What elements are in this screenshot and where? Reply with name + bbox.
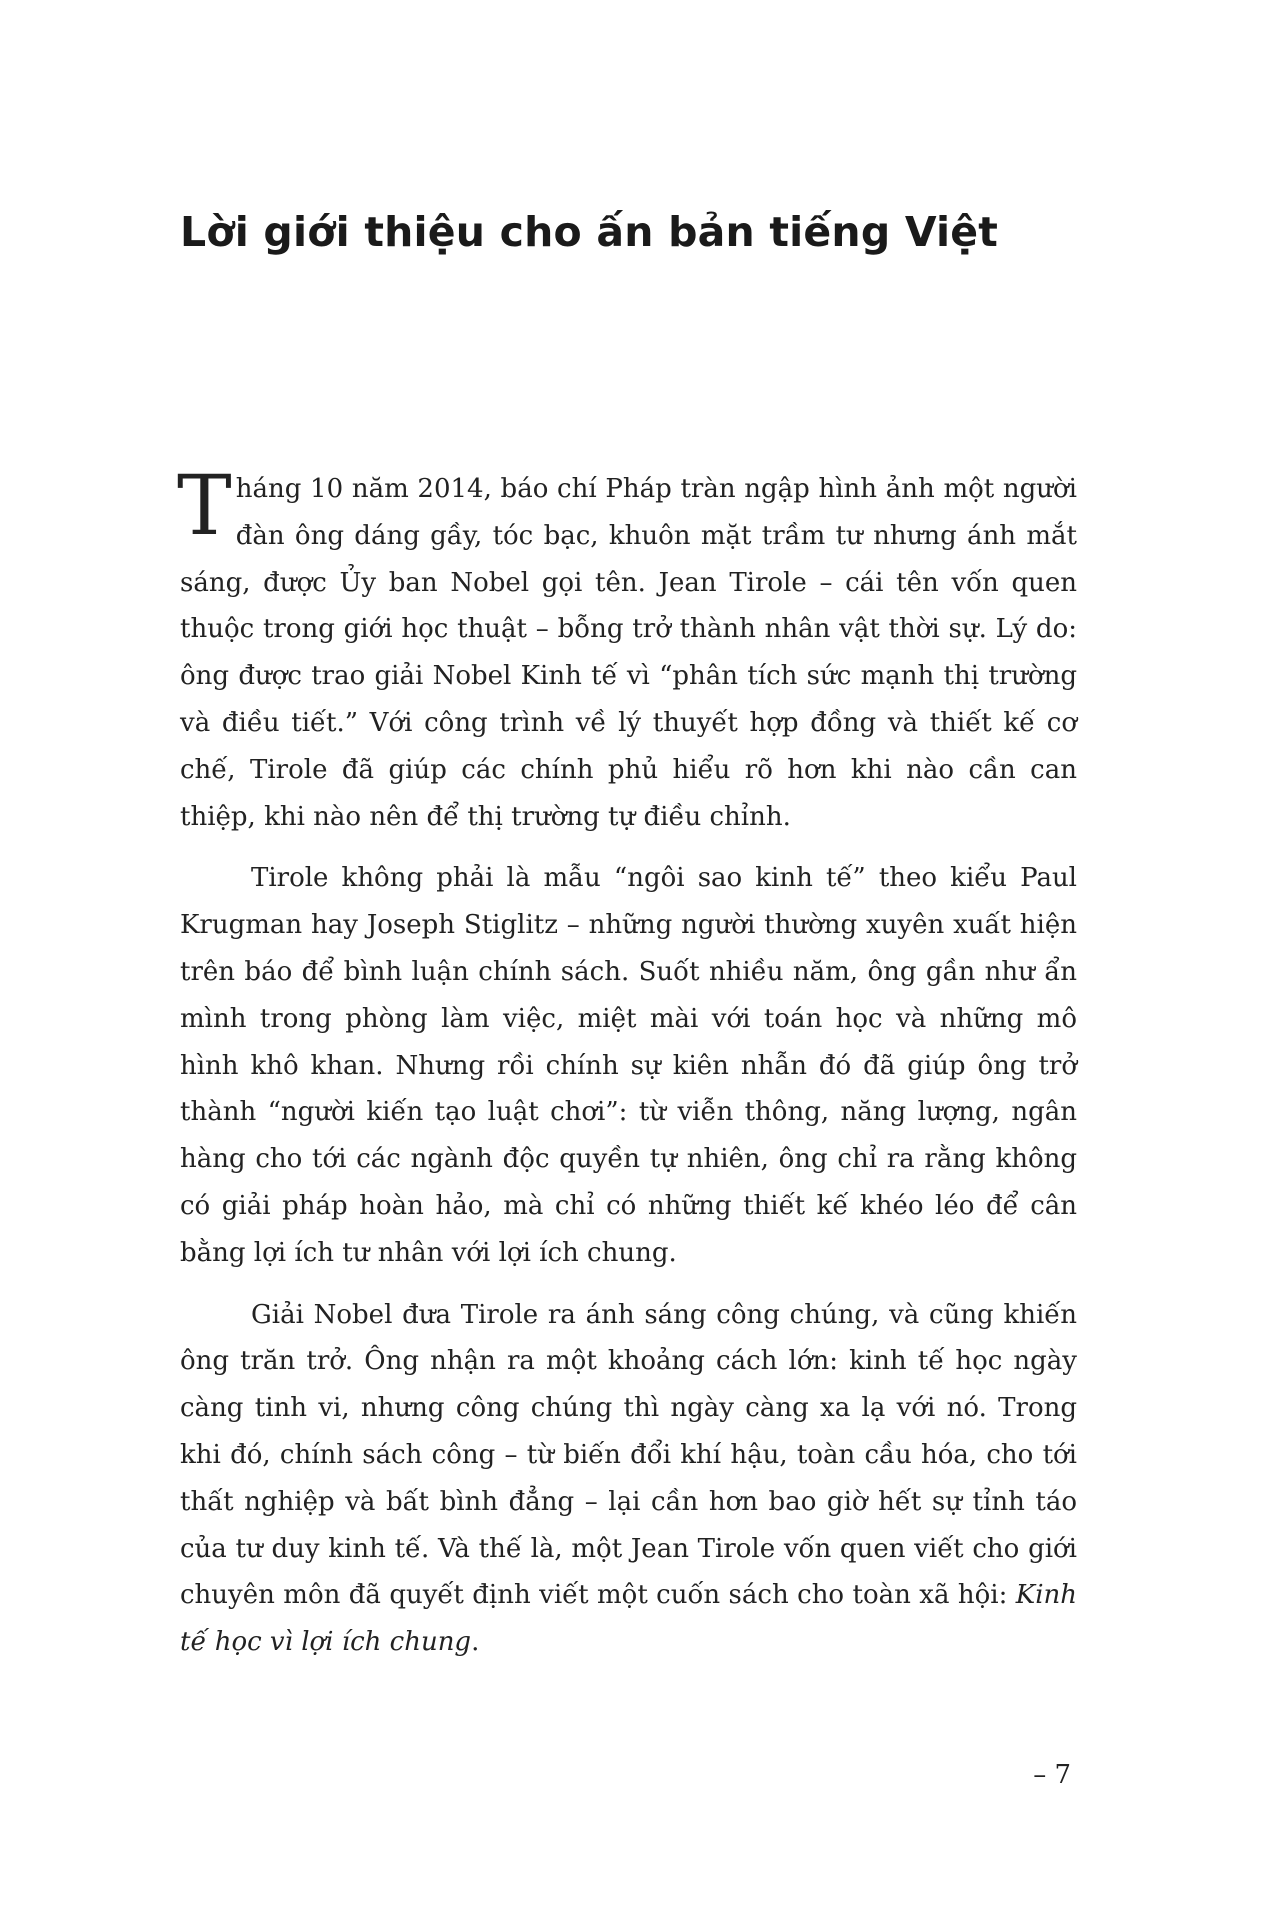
- paragraph-2: [180, 855, 1077, 1276]
- paragraph-1-text: háng 10 năm 2014, báo chí Pháp tràn ngập hình ảnh một người đàn ông dáng gầy, tóc bạc, khuôn mặt trầm tư nhưng ánh mắt sáng, được Ủy ban Nobel gọi tên. Jean Tirole – cái tên vốn quen thuộc trong giới học thuật – bỗng trở thành nhân vật thời sự. Lý do: ông được trao giải Nobel Kinh tế vì “phân tích sức mạnh thị trường và điều tiết.” Với công trình về lý thuyết hợp đồng và thiết kế cơ chế, Tirole đã giúp các chính phủ hiểu rõ hơn khi nào cần can thiệp, khi nào nên để thị trường tự điều chỉnh.: [180, 474, 1077, 832]
- drop-cap: T: [177, 459, 232, 554]
- book-title: Kinh tế học vì lợi ích chung: [180, 1580, 1077, 1658]
- paragraph-3-text: Giải Nobel đưa Tirole ra ánh sáng công chúng, và cũng khiến ông trăn trở. Ông nhận ra một khoảng cách lớn: kinh tế học ngày càng tinh vi, nhưng công chúng thì ngày càng xa lạ với nó. Trong khi đó, chính sách công – từ biến đổi khí hậu, toàn cầu hóa, cho tới thất nghiệp và bất bình đẳng – lại cần hơn bao giờ hết sự tỉnh táo của tư duy kinh tế. Và thế là, một Jean Tirole vốn quen viết cho giới chuyên môn đã quyết định viết một cuốn sách cho toàn xã hội:: [180, 1299, 1077, 1611]
- page-number: – 7: [1033, 1760, 1071, 1790]
- paragraph-2-text: Tirole không phải là mẫu “ngôi sao kinh tế” theo kiểu Paul Krugman hay Joseph Stiglitz – những người thường xuyên xuất hiện trên báo để bình luận chính sách. Suốt nhiều năm, ông gần như ẩn mình trong phòng làm việc, miệt mài với toán học và những mô hình khô khan. Nhưng rồi chính sự kiên nhẫn đó đã giúp ông trở thành “người kiến tạo luật chơi”: từ viễn thông, năng lượng, ngân hàng cho tới các ngành độc quyền tự nhiên, ông chỉ ra rằng không có giải pháp hoàn hảo, mà chỉ có những thiết kế khéo léo để cân bằng lợi ích tư nhân với lợi ích chung.: [180, 863, 1077, 1268]
- body-text: [177, 459, 1077, 1681]
- paragraph-3: [180, 1292, 1077, 1666]
- page-title: Lời giới thiệu cho ấn bản tiếng Việt: [180, 208, 999, 256]
- paragraph-3-end: .: [471, 1627, 480, 1658]
- paragraph-1: [177, 459, 1077, 840]
